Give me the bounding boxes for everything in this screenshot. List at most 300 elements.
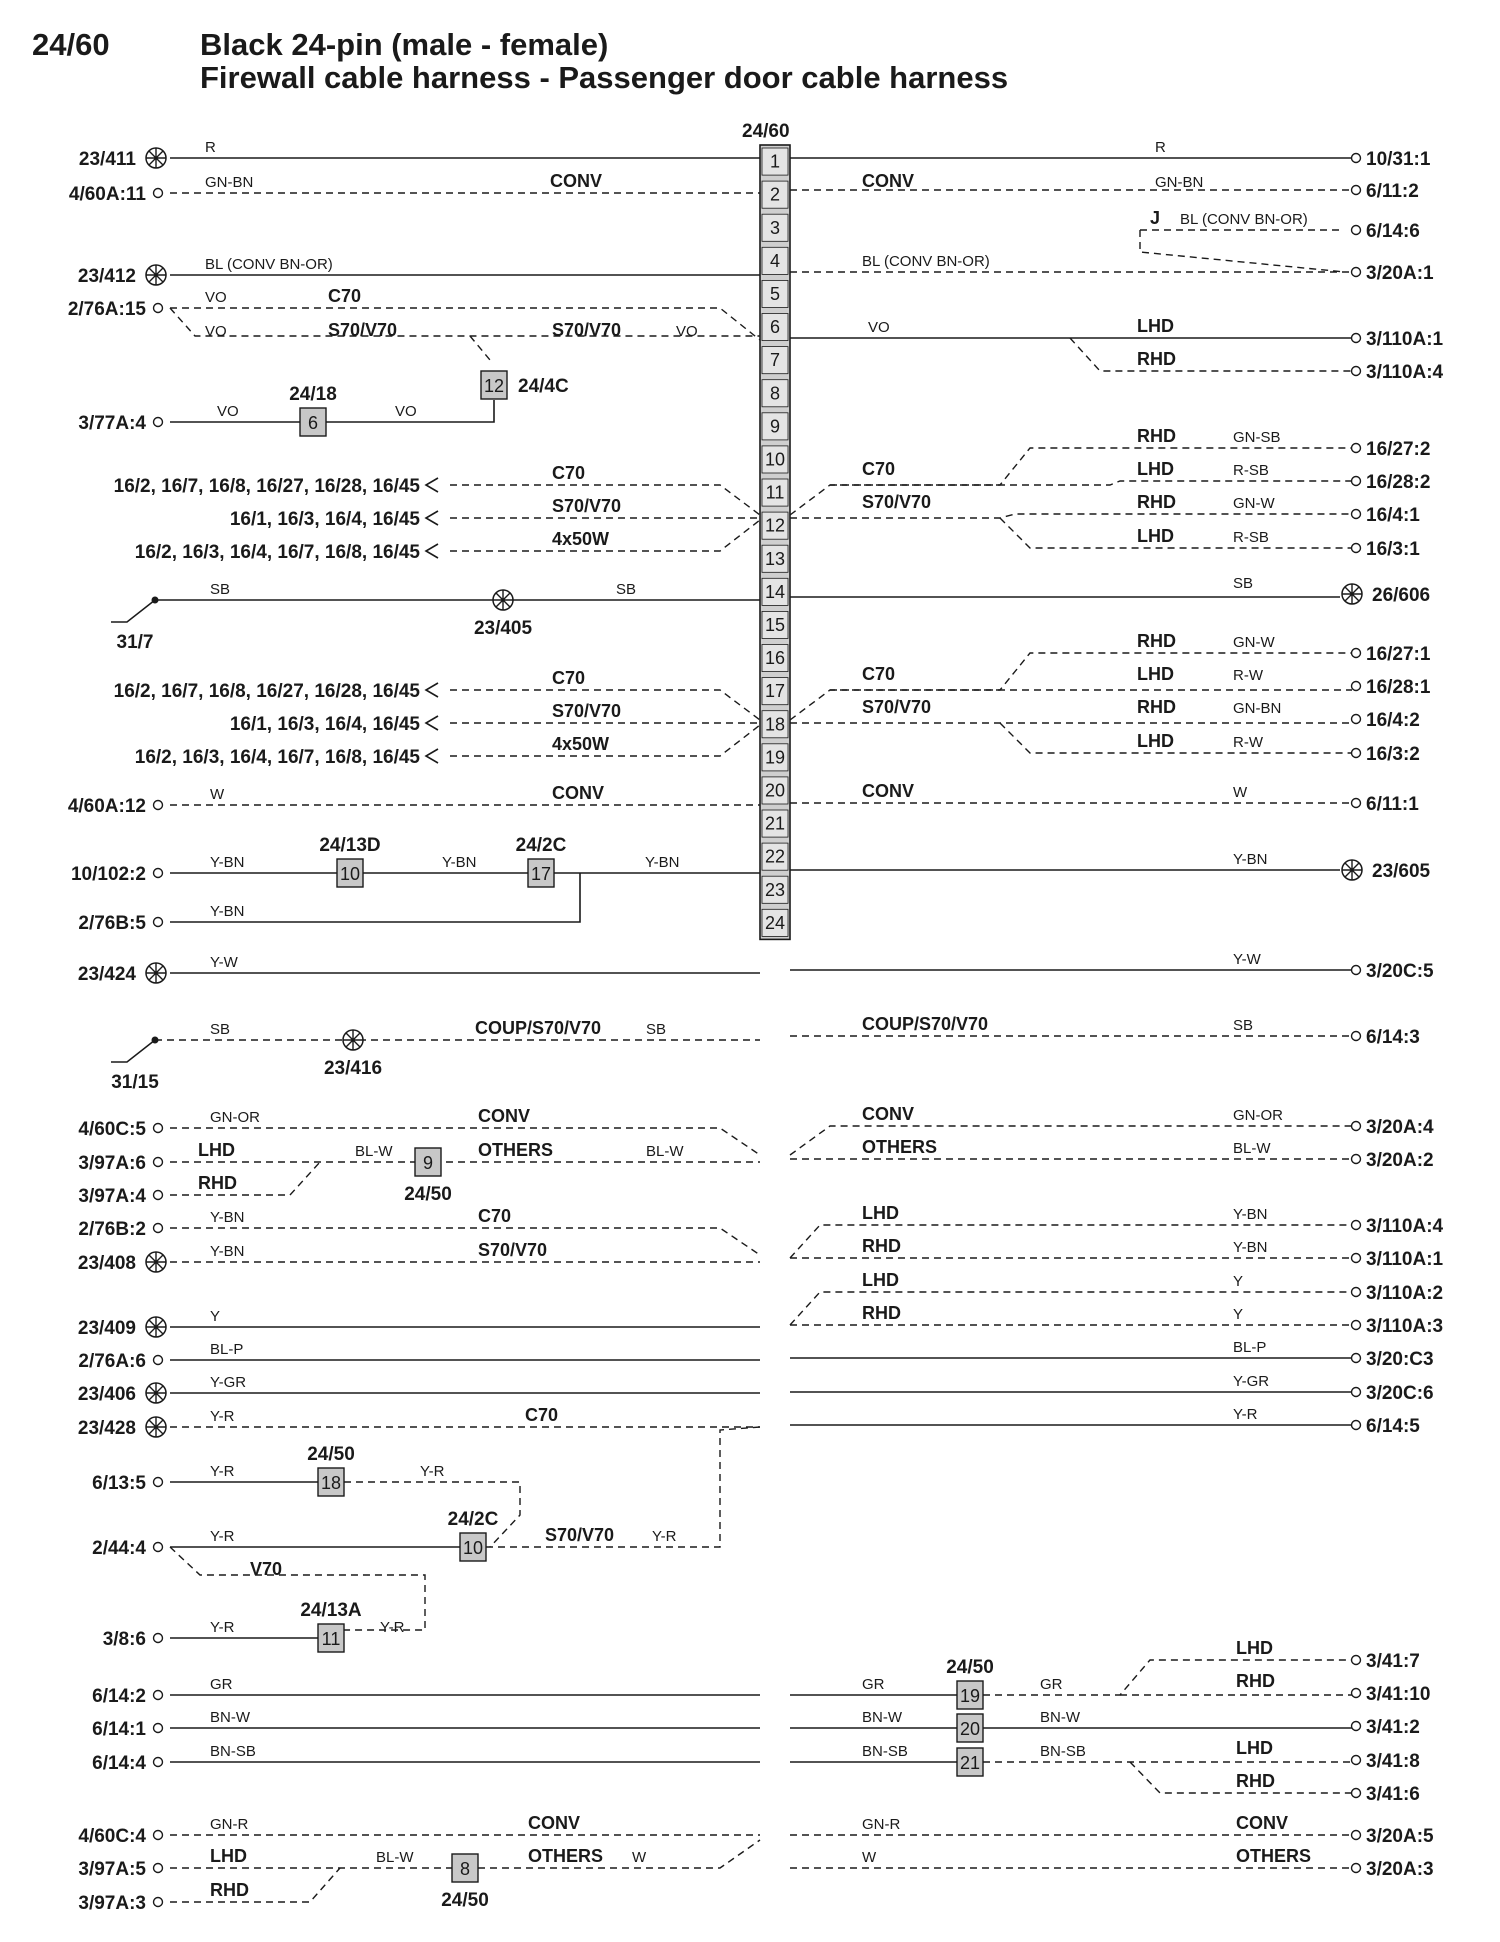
wire-color-code: Y-R (652, 1528, 677, 1545)
terminal-label: 6/13:5 (92, 1473, 146, 1494)
ring-terminal-icon (1352, 510, 1361, 519)
ring-terminal-icon (154, 304, 163, 313)
inline-connector-label: 24/13D (319, 835, 381, 856)
ring-terminal-icon (154, 418, 163, 427)
wire-color-code: SB (1233, 575, 1254, 592)
variant-label: CONV (552, 783, 605, 803)
right-terminal (1352, 439, 1431, 460)
left-terminal (230, 714, 438, 735)
terminal-label: 3/41:2 (1366, 1717, 1420, 1738)
left-terminals (68, 148, 438, 1914)
connector-pin-number: 11 (765, 482, 785, 503)
terminal-label: 3/8:6 (102, 1629, 146, 1650)
left-terminal (78, 1826, 162, 1847)
left-terminal (69, 184, 163, 205)
splice-icon (1342, 860, 1362, 880)
splice-label: 23/405 (473, 618, 533, 639)
connector-pin-number: 15 (764, 614, 786, 635)
terminal-label: 3/110A:4 (1366, 1216, 1444, 1237)
variant-label: 4x50W (552, 734, 610, 754)
left-terminal (114, 681, 438, 702)
variant-label: S70/V70 (552, 701, 622, 721)
inline-connector (307, 1444, 355, 1496)
variant-label: LHD (1137, 316, 1174, 336)
variant-label: C70 (478, 1206, 512, 1226)
inline-connector (448, 1509, 499, 1561)
inline-connector-pin: 6 (307, 413, 319, 433)
inline-connector (441, 1854, 489, 1911)
terminal-label: 23/411 (78, 149, 136, 170)
left-terminal (92, 1473, 162, 1494)
arrow-left-icon (426, 716, 438, 730)
ring-terminal-icon (1352, 334, 1361, 343)
connector-pin-number: 19 (764, 747, 786, 768)
wire-color-code: BL-W (1233, 1140, 1271, 1157)
inline-connector-pin: 10 (462, 1538, 484, 1558)
wire-color-code: SB (616, 581, 637, 598)
terminal-label: 3/20A:3 (1366, 1859, 1434, 1880)
ground-symbol (111, 597, 159, 654)
variant-label: OTHERS (862, 1137, 938, 1157)
inline-connector-label: 24/50 (307, 1444, 355, 1465)
variant-label: RHD (1137, 631, 1176, 651)
wire-color-code: Y (1233, 1273, 1244, 1290)
terminal-label: 16/2, 16/7, 16/8, 16/27, 16/28, 16/45 (113, 476, 420, 497)
variant-label: CONV (528, 1813, 581, 1833)
left-terminal (78, 413, 162, 434)
ring-terminal-icon (154, 1724, 163, 1733)
inline-connector-pin: 11 (321, 1629, 341, 1649)
splice-icon (343, 1030, 363, 1050)
inline-connector-pin: 12 (483, 376, 505, 396)
ring-terminal-icon (1352, 1689, 1361, 1698)
connector-pin-number: 16 (764, 648, 786, 669)
splice-icon (146, 1383, 166, 1403)
left-terminal (68, 796, 163, 817)
terminal-label: 6/11:2 (1366, 181, 1419, 202)
right-terminal (1352, 1216, 1444, 1237)
ring-terminal-icon (154, 801, 163, 810)
ring-terminal-icon (1352, 1354, 1361, 1363)
wire-color-code: BL-W (646, 1143, 684, 1160)
ring-terminal-icon (1352, 186, 1361, 195)
wire-color-code: Y-BN (645, 854, 680, 871)
terminal-label: 3/20A:4 (1366, 1117, 1434, 1138)
right-terminal (1352, 472, 1431, 493)
variant-label: LHD (1236, 1638, 1273, 1658)
variant-label: RHD (862, 1236, 901, 1256)
wire-color-code: BN-SB (210, 1743, 256, 1760)
wire-color-code: SB (646, 1021, 667, 1038)
left-terminal (78, 1351, 162, 1372)
variant-label: COUP/S70/V70 (862, 1014, 989, 1034)
right-terminal (1352, 505, 1421, 526)
variant-label: S70/V70 (328, 320, 398, 340)
ring-terminal-icon (1352, 1831, 1361, 1840)
inline-connector-pin: 9 (422, 1153, 434, 1173)
terminal-label: 6/14:4 (92, 1753, 146, 1774)
ring-terminal-icon (1352, 444, 1361, 453)
terminal-label: 26/606 (1372, 585, 1431, 606)
ring-terminal-icon (1352, 1122, 1361, 1131)
right-terminals (1342, 149, 1444, 1880)
terminal-label: 23/428 (77, 1418, 136, 1439)
terminal-label: 6/14:2 (92, 1686, 146, 1707)
right-terminal (1352, 1784, 1420, 1805)
wire-color-code: GN-OR (210, 1109, 260, 1126)
right-terminal (1352, 1117, 1435, 1138)
inline-connector-label: 24/50 (404, 1184, 452, 1205)
right-terminal (1352, 1349, 1434, 1370)
ring-terminal-icon (1352, 477, 1361, 486)
wire-color-code: BN-W (862, 1709, 902, 1726)
wire-color-code: Y-BN (210, 1243, 245, 1260)
variant-label: LHD (862, 1203, 899, 1223)
ring-terminal-icon (154, 1634, 163, 1643)
terminal-label: 3/97A:5 (78, 1859, 146, 1880)
wire-labels (198, 139, 1311, 1900)
inline-connector-label: 24/4C (518, 376, 569, 397)
terminal-label: 2/76A:15 (67, 299, 146, 320)
ground-symbol (111, 1037, 159, 1094)
inline-connector-pin: 18 (320, 1473, 342, 1493)
wire-color-code: Y-GR (210, 1374, 247, 1391)
terminal-label: 3/41:6 (1366, 1784, 1420, 1805)
variant-label: LHD (1137, 526, 1174, 546)
right-terminal (1352, 221, 1420, 242)
ground-label: 31/7 (116, 632, 154, 653)
wire-color-code: W (1233, 784, 1248, 801)
right-terminal (1352, 1249, 1444, 1270)
wire-color-code: BN-SB (862, 1743, 908, 1760)
terminal-label: 16/4:1 (1366, 505, 1420, 526)
ring-terminal-icon (1352, 1864, 1361, 1873)
variant-label: OTHERS (528, 1846, 604, 1866)
variant-label: RHD (198, 1173, 237, 1193)
wire-color-code: Y (1233, 1306, 1244, 1323)
right-terminal (1352, 362, 1444, 383)
variant-label: LHD (1137, 731, 1174, 751)
splice-icon (146, 963, 166, 983)
terminal-label: 3/20A:5 (1366, 1826, 1434, 1847)
variant-label: C70 (862, 459, 896, 479)
ring-terminal-icon (1352, 715, 1361, 724)
terminal-label: 6/14:3 (1366, 1027, 1420, 1048)
terminal-label: 2/76A:6 (78, 1351, 146, 1372)
variant-label: RHD (1137, 492, 1176, 512)
wire-color-code: R (1155, 139, 1166, 156)
terminal-label: 16/27:1 (1366, 644, 1431, 665)
ring-terminal-icon (154, 1124, 163, 1133)
right-terminal (1352, 1027, 1420, 1048)
ground-lead (111, 1040, 155, 1062)
wire-color-code: Y-R (210, 1619, 235, 1636)
variant-label: RHD (210, 1880, 249, 1900)
wire-color-code: Y-BN (210, 903, 245, 920)
terminal-label: 16/28:1 (1366, 677, 1431, 698)
arrow-left-icon (426, 478, 438, 492)
splice-icon (146, 1252, 166, 1272)
ring-terminal-icon (154, 1691, 163, 1700)
ground-label: 31/15 (111, 1072, 159, 1093)
inline-connector (300, 1600, 362, 1652)
ground-lead (111, 600, 155, 622)
inline-connector (289, 384, 337, 436)
wire-color-code: Y-BN (210, 1209, 245, 1226)
variant-label: S70/V70 (545, 1525, 615, 1545)
left-terminal (92, 1686, 162, 1707)
wire-color-code: VO (676, 323, 698, 340)
splice-label: 23/416 (323, 1058, 383, 1079)
ring-terminal-icon (1352, 226, 1361, 235)
wire-color-code: GN-R (862, 1816, 901, 1833)
ring-terminal-icon (1352, 1321, 1361, 1330)
connector-pin-number: 1 (769, 151, 781, 172)
terminal-label: 4/60C:5 (78, 1119, 146, 1140)
terminal-label: 23/409 (77, 1318, 136, 1339)
wire-color-code: BL-P (210, 1341, 244, 1358)
connector-pin-number: 24 (764, 912, 786, 933)
connector-pin-number: 10 (764, 449, 786, 470)
inline-connector-pin: 17 (530, 864, 552, 884)
wire-color-code: BN-W (1040, 1709, 1080, 1726)
inline-connector (516, 835, 567, 887)
variant-label: RHD (1236, 1671, 1275, 1691)
diagram-subtitle: Firewall cable harness - Passenger door cable harness (200, 60, 1009, 95)
terminal-label: 6/11:1 (1366, 794, 1419, 815)
left-terminal (78, 1383, 166, 1405)
wire-color-code: GR (862, 1676, 885, 1693)
ring-terminal-icon (1352, 367, 1361, 376)
terminal-label: 16/2, 16/7, 16/8, 16/27, 16/28, 16/45 (113, 681, 420, 702)
right-terminal (1342, 860, 1431, 882)
terminal-label: 3/41:7 (1366, 1651, 1420, 1672)
wire-color-code: R (205, 139, 216, 156)
ring-terminal-icon (1352, 1032, 1361, 1041)
variant-label: C70 (328, 286, 362, 306)
wire-color-code: GN-W (1233, 495, 1275, 512)
ring-terminal-icon (1352, 154, 1361, 163)
terminal-label: 3/110A:1 (1366, 329, 1444, 350)
ring-terminal-icon (1352, 268, 1361, 277)
right-terminal (1352, 1859, 1434, 1880)
left-terminal (135, 542, 438, 563)
left-terminal (78, 1893, 162, 1914)
left-terminal (92, 1753, 162, 1774)
right-terminal (1352, 961, 1435, 982)
diagram-title: Black 24-pin (male - female) (200, 27, 609, 62)
wire-color-code: R-W (1233, 734, 1263, 751)
terminal-label: 23/605 (1372, 861, 1431, 882)
connector-pin-number: 12 (764, 515, 786, 536)
inline-connector (319, 835, 380, 887)
wire-color-code: GN-SB (1233, 429, 1281, 446)
inline-connector-label: 24/50 (946, 1657, 994, 1678)
variant-label: RHD (1137, 349, 1176, 369)
connector-pin-number: 20 (764, 780, 786, 801)
connector-pin-number: 5 (769, 283, 781, 304)
splice-icon (146, 148, 166, 168)
splice-icon (146, 265, 166, 285)
terminal-label: 16/2, 16/3, 16/4, 16/7, 16/8, 16/45 (134, 747, 420, 768)
wire-color-code: W (862, 1849, 877, 1866)
wire-color-code: Y-R (210, 1408, 235, 1425)
terminal-label: 16/27:2 (1366, 439, 1431, 460)
connector-pin-number: 7 (769, 350, 781, 371)
terminal-label: 3/110A:2 (1366, 1283, 1444, 1304)
terminal-label: 23/424 (77, 964, 136, 985)
connector-pin-number: 6 (769, 317, 781, 338)
terminal-label: 16/2, 16/3, 16/4, 16/7, 16/8, 16/45 (134, 542, 420, 563)
ring-terminal-icon (1352, 1722, 1361, 1731)
ring-terminal-icon (1352, 1254, 1361, 1263)
left-terminal (79, 148, 166, 170)
inline-connector-pin: 10 (339, 864, 361, 884)
connector-pin-number: 4 (769, 250, 781, 271)
variant-label: LHD (862, 1270, 899, 1290)
terminal-label: 2/76B:5 (78, 913, 146, 934)
right-terminal (1352, 794, 1420, 815)
terminal-label: 16/1, 16/3, 16/4, 16/45 (229, 509, 420, 530)
left-terminal (78, 1153, 162, 1174)
wire-color-code: Y-BN (442, 854, 477, 871)
terminal-label: 3/97A:3 (78, 1893, 146, 1914)
ground-symbols (111, 597, 159, 1094)
variant-label: 4x50W (552, 529, 610, 549)
variant-label: LHD (198, 1140, 235, 1160)
connector-pin-number: 17 (764, 681, 786, 702)
inline-connector-pin: 8 (459, 1859, 471, 1879)
terminal-label: 3/97A:6 (78, 1153, 146, 1174)
left-terminal (68, 299, 163, 320)
right-terminal (1352, 1150, 1434, 1171)
ring-terminal-icon (154, 869, 163, 878)
variant-label: CONV (550, 171, 603, 191)
variant-label: J (1150, 208, 1161, 228)
variant-label: C70 (552, 668, 586, 688)
wire-color-code: Y-BN (1233, 851, 1268, 868)
right-terminal (1352, 329, 1444, 350)
variant-label: LHD (1236, 1738, 1273, 1758)
wire-color-code: VO (395, 403, 417, 420)
wire-color-code: Y-R (420, 1463, 445, 1480)
inline-connector (946, 1657, 994, 1709)
right-terminal (1352, 1416, 1421, 1437)
variant-label: RHD (1137, 426, 1176, 446)
connector-pin-number: 13 (764, 548, 786, 569)
wire-color-code: BL-P (1233, 1339, 1267, 1356)
wire-color-code: Y-R (210, 1528, 235, 1545)
ring-terminal-icon (1352, 1656, 1361, 1665)
diagram-code: 24/60 (32, 27, 110, 62)
terminal-label: 6/14:1 (92, 1719, 146, 1740)
variant-label: LHD (1137, 664, 1174, 684)
right-terminal (1352, 149, 1431, 170)
ring-terminal-icon (1352, 649, 1361, 658)
variant-label: C70 (552, 463, 586, 483)
terminal-label: 10/31:1 (1366, 149, 1431, 170)
ring-terminal-icon (1352, 1388, 1361, 1397)
wire-color-code: Y-R (1233, 1406, 1258, 1423)
variant-label: OTHERS (478, 1140, 554, 1160)
variant-label: CONV (478, 1106, 531, 1126)
wire-color-code: BL-W (376, 1849, 414, 1866)
inline-connector-label: 24/50 (441, 1890, 489, 1911)
ring-terminal-icon (154, 1543, 163, 1552)
wire-color-code: GR (1040, 1676, 1063, 1693)
left-terminal (92, 1719, 162, 1740)
terminal-label: 3/41:10 (1366, 1684, 1431, 1705)
ring-terminal-icon (1352, 1288, 1361, 1297)
ring-terminal-icon (154, 1898, 163, 1907)
ring-terminal-icon (1352, 682, 1361, 691)
connector-pin-number: 23 (764, 879, 786, 900)
splice-icon (1342, 584, 1362, 604)
left-terminal (71, 864, 163, 885)
inline-connector (957, 1748, 983, 1776)
wire-color-code: GN-BN (1155, 174, 1204, 191)
right-terminal (1352, 1651, 1420, 1672)
variant-label: RHD (1236, 1771, 1275, 1791)
left-terminal (78, 1252, 166, 1274)
inline-connector-pin: 20 (959, 1719, 981, 1739)
ring-terminal-icon (1352, 1421, 1361, 1430)
ring-terminal-icon (154, 1831, 163, 1840)
terminal-label: 3/20:C3 (1366, 1349, 1434, 1370)
splice-icon (146, 1417, 166, 1437)
variant-label: C70 (862, 664, 896, 684)
wire-color-code: Y-BN (210, 854, 245, 871)
variant-label: S70/V70 (552, 320, 622, 340)
wire-color-code: BN-SB (1040, 1743, 1086, 1760)
connector-pin-number: 18 (764, 714, 786, 735)
left-terminal (114, 476, 438, 497)
left-terminal (135, 747, 438, 768)
variant-label: S70/V70 (862, 697, 932, 717)
inline-connector-pin: 19 (959, 1686, 981, 1706)
ring-terminal-icon (154, 1356, 163, 1365)
connector-pin-number: 3 (769, 217, 781, 238)
wire-color-code: Y-W (1233, 951, 1261, 968)
ring-terminal-icon (1352, 966, 1361, 975)
wire-color-code: Y-GR (1233, 1373, 1270, 1390)
left-terminal (78, 1119, 162, 1140)
right-terminal (1342, 584, 1430, 606)
terminal-label: 3/77A:4 (78, 413, 146, 434)
ring-terminal-icon (1352, 1756, 1361, 1765)
wire-color-code: VO (205, 289, 227, 306)
inline-connector (404, 1148, 452, 1205)
inline-connector-label: 24/18 (289, 384, 337, 405)
wire-color-code: Y-BN (1233, 1206, 1268, 1223)
wire-color-code: SB (210, 581, 231, 598)
variant-label: RHD (1137, 697, 1176, 717)
wire-color-code: VO (205, 323, 227, 340)
left-terminal (78, 265, 166, 287)
terminal-label: 3/110A:3 (1366, 1316, 1444, 1337)
ring-terminal-icon (154, 1191, 163, 1200)
terminal-label: 6/14:6 (1366, 221, 1420, 242)
left-terminal (78, 1317, 166, 1339)
right-terminal (1352, 263, 1435, 284)
splice-icon (493, 590, 513, 610)
connector-pin-number: 2 (769, 184, 781, 205)
left-terminal (78, 1186, 162, 1207)
right-terminal (1352, 1751, 1420, 1772)
right-terminal (1352, 181, 1419, 202)
wire-color-code: BL (CONV BN-OR) (862, 253, 990, 270)
ring-terminal-icon (1352, 1789, 1361, 1798)
